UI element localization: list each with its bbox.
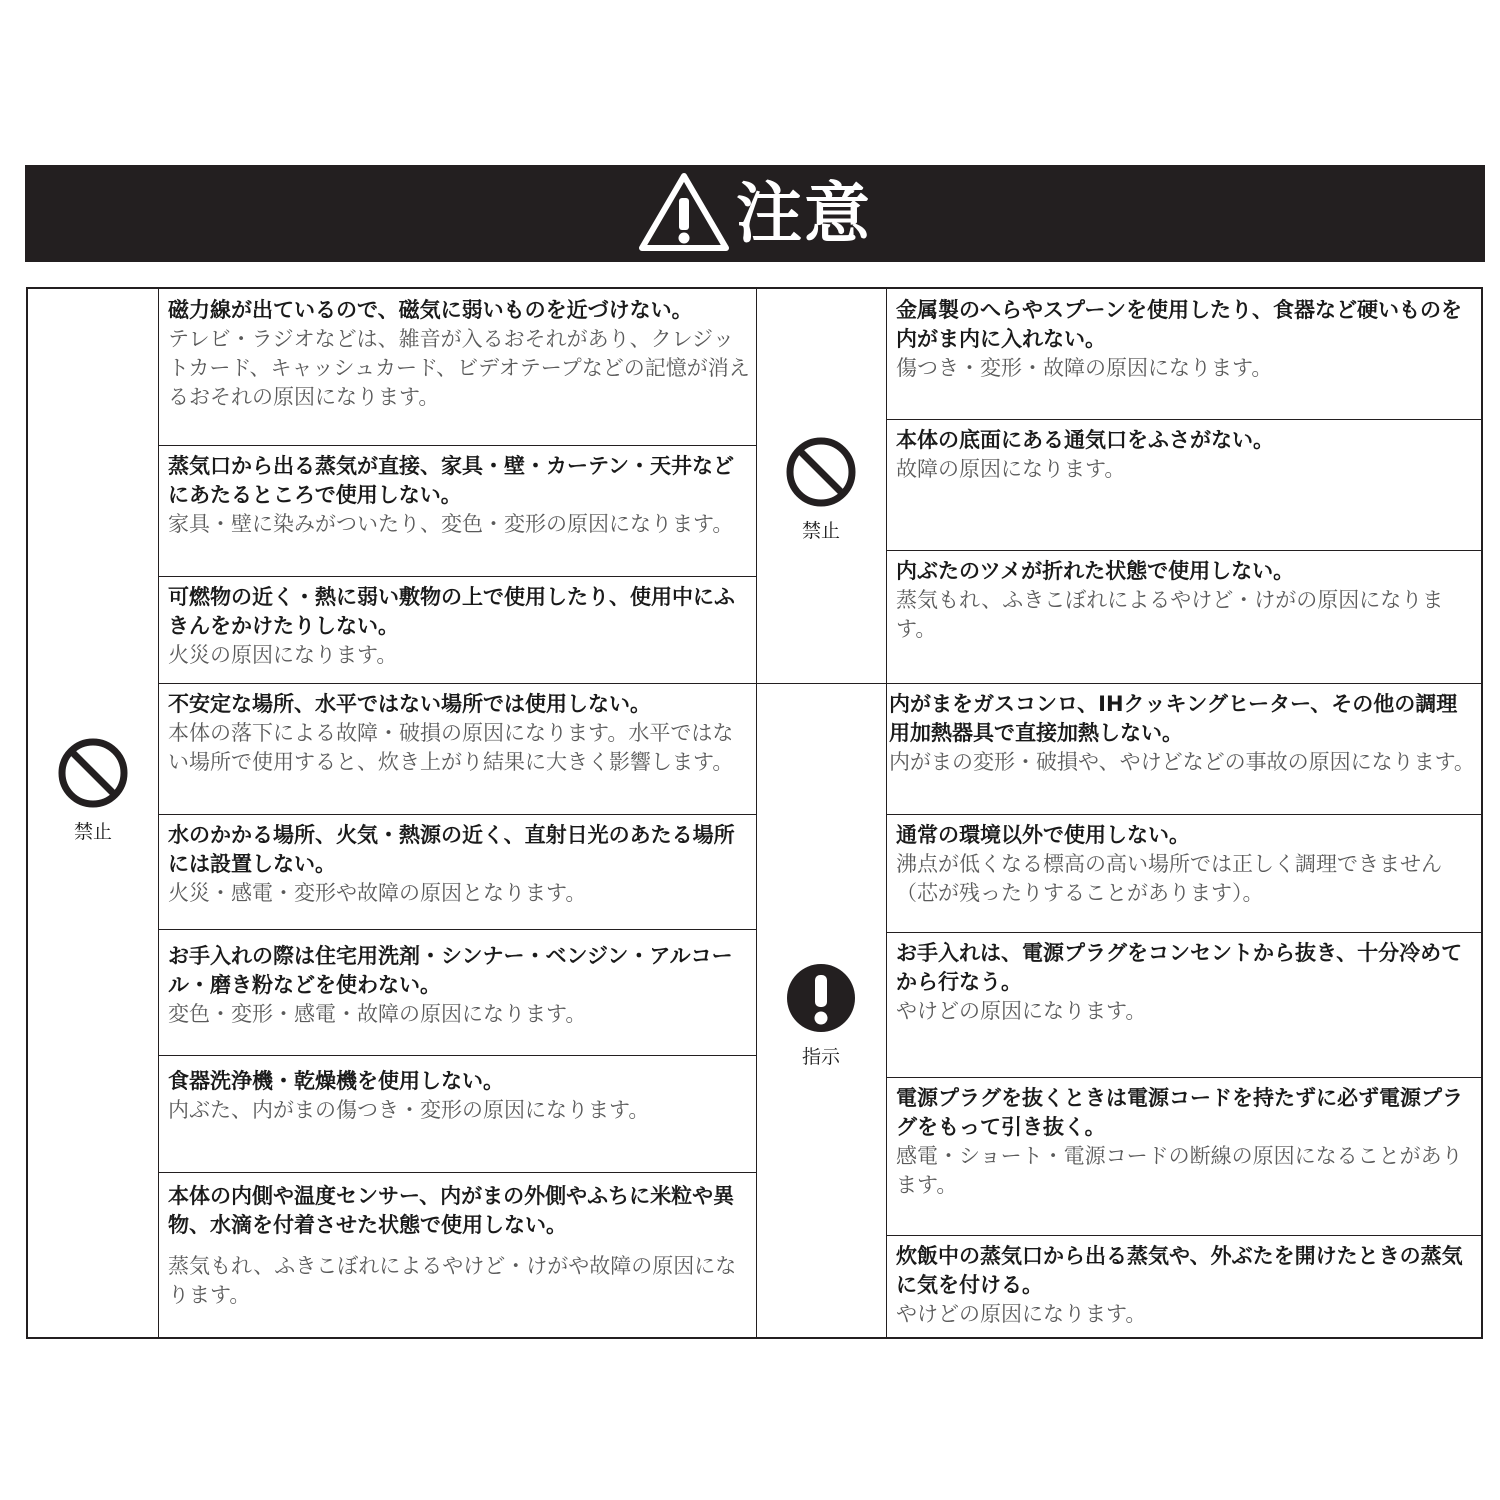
caution-item bbox=[887, 814, 1483, 932]
warning-text: 本体の底面にある通気口をふさがない。 bbox=[896, 428, 1274, 452]
reason-text: やけどの原因になります。 bbox=[896, 999, 1147, 1023]
reason-text: 内がまの変形・破損や、やけどなどの事故の原因になります。 bbox=[889, 750, 1475, 774]
warning-text: 電源プラグを抜くときは電源コードを持たずに必ず電源プラグをもって引き抜く。 bbox=[896, 1086, 1463, 1139]
instruct-symbol bbox=[756, 962, 886, 1069]
warning-text: 内がまをガスコンロ、IHクッキングヒーター、その他の調理用加熱器具で直接加熱しない。 bbox=[889, 692, 1458, 745]
warning-triangle-icon bbox=[638, 172, 730, 256]
prohibition-icon bbox=[785, 436, 857, 512]
reason-text: テレビ・ラジオなどは、雑音が入るおそれがあり、クレジットカード、キャッシュカード、ビデオテープなどの記憶が消えるおそれの原因になります。 bbox=[168, 327, 750, 409]
reason-text: 故障の原因になります。 bbox=[896, 457, 1126, 481]
caution-item bbox=[159, 445, 756, 576]
reason-text: 火災の原因になります。 bbox=[168, 643, 398, 667]
prohibit-label: 禁止 bbox=[801, 520, 840, 542]
prohibit-symbol-left bbox=[28, 737, 158, 844]
prohibition-icon bbox=[57, 737, 129, 813]
reason-text: 家具・壁に染みがついたり、変色・変形の原因になります。 bbox=[168, 512, 734, 536]
reason-text: 本体の落下による故障・破損の原因になります。水平ではない場所で使用すると、炊き上がり結果に大きく影響します。 bbox=[168, 721, 734, 774]
reason-text: 蒸気もれ、ふきこぼれによるやけど・けがの原因になります。 bbox=[896, 588, 1444, 641]
prohibit-label: 禁止 bbox=[73, 821, 112, 843]
caution-item bbox=[887, 683, 1483, 814]
banner-content bbox=[638, 172, 872, 256]
warning-text: 金属製のへらやスプーンを使用したり、食器など硬いものを内がま内に入れない。 bbox=[896, 298, 1462, 351]
warning-text: 可燃物の近く・熱に弱い敷物の上で使用したり、使用中にふきんをかけたりしない。 bbox=[168, 585, 735, 638]
warning-text: 食器洗浄機・乾燥機を使用しない。 bbox=[168, 1069, 504, 1093]
exclamation-icon bbox=[785, 962, 857, 1038]
warning-text: 不安定な場所、水平ではない場所では使用しない。 bbox=[168, 692, 651, 716]
prohibit-symbol-right bbox=[756, 436, 886, 543]
warning-text: 本体の内側や温度センサー、内がまの外側やふちに米粒や異物、水滴を付着させた状態で使用しない。 bbox=[168, 1184, 735, 1237]
warning-text: お手入れは、電源プラグをコンセントから抜き、十分冷めてから行なう。 bbox=[896, 941, 1463, 994]
caution-item bbox=[159, 1055, 756, 1172]
caution-item bbox=[159, 683, 756, 814]
reason-text: 沸点が低くなる標高の高い場所では正しく調理できません（芯が残ったりすることがあります）。 bbox=[896, 852, 1442, 905]
page-title: 注意 bbox=[736, 174, 872, 252]
caution-item bbox=[159, 1172, 756, 1339]
caution-item bbox=[159, 929, 756, 1055]
reason-text: 蒸気もれ、ふきこぼれによるやけど・けがや故障の原因になります。 bbox=[168, 1254, 737, 1307]
caution-item bbox=[887, 550, 1483, 683]
caution-item bbox=[159, 576, 756, 683]
reason-text: 火災・感電・変形や故障の原因となります。 bbox=[168, 881, 587, 905]
warning-text: お手入れの際は住宅用洗剤・シンナー・ベンジン・アルコール・磨き粉などを使わない。 bbox=[168, 944, 733, 997]
warning-text: 水のかかる場所、火気・熱源の近く、直射日光のあたる場所には設置しない。 bbox=[168, 823, 735, 876]
warning-text: 炊飯中の蒸気口から出る蒸気や、外ぶたを開けたときの蒸気に気を付ける。 bbox=[896, 1244, 1463, 1297]
instruct-label: 指示 bbox=[801, 1046, 840, 1068]
reason-text: 変色・変形・感電・故障の原因になります。 bbox=[168, 1002, 587, 1026]
caution-item bbox=[887, 1077, 1483, 1235]
warning-text: 磁力線が出ているので、磁気に弱いものを近づけない。 bbox=[168, 298, 693, 322]
caution-item bbox=[887, 932, 1483, 1077]
caution-item bbox=[159, 814, 756, 929]
caution-item bbox=[887, 419, 1483, 550]
warning-text: 通常の環境以外で使用しない。 bbox=[896, 823, 1190, 847]
caution-banner bbox=[25, 165, 1485, 262]
caution-item bbox=[887, 289, 1483, 419]
caution-item bbox=[159, 289, 756, 445]
caution-item bbox=[887, 1235, 1483, 1339]
reason-text: 内ぶた、内がまの傷つき・変形の原因になります。 bbox=[168, 1098, 650, 1122]
reason-text: 感電・ショート・電源コードの断線の原因になることがあります。 bbox=[896, 1144, 1463, 1197]
warning-text: 内ぶたのツメが折れた状態で使用しない。 bbox=[896, 559, 1295, 583]
caution-table bbox=[26, 287, 1483, 1339]
warning-text: 蒸気口から出る蒸気が直接、家具・壁・カーテン・天井などにあたるところで使用しない。 bbox=[168, 454, 734, 507]
reason-text: やけどの原因になります。 bbox=[896, 1302, 1147, 1326]
reason-text: 傷つき・変形・故障の原因になります。 bbox=[896, 356, 1273, 380]
